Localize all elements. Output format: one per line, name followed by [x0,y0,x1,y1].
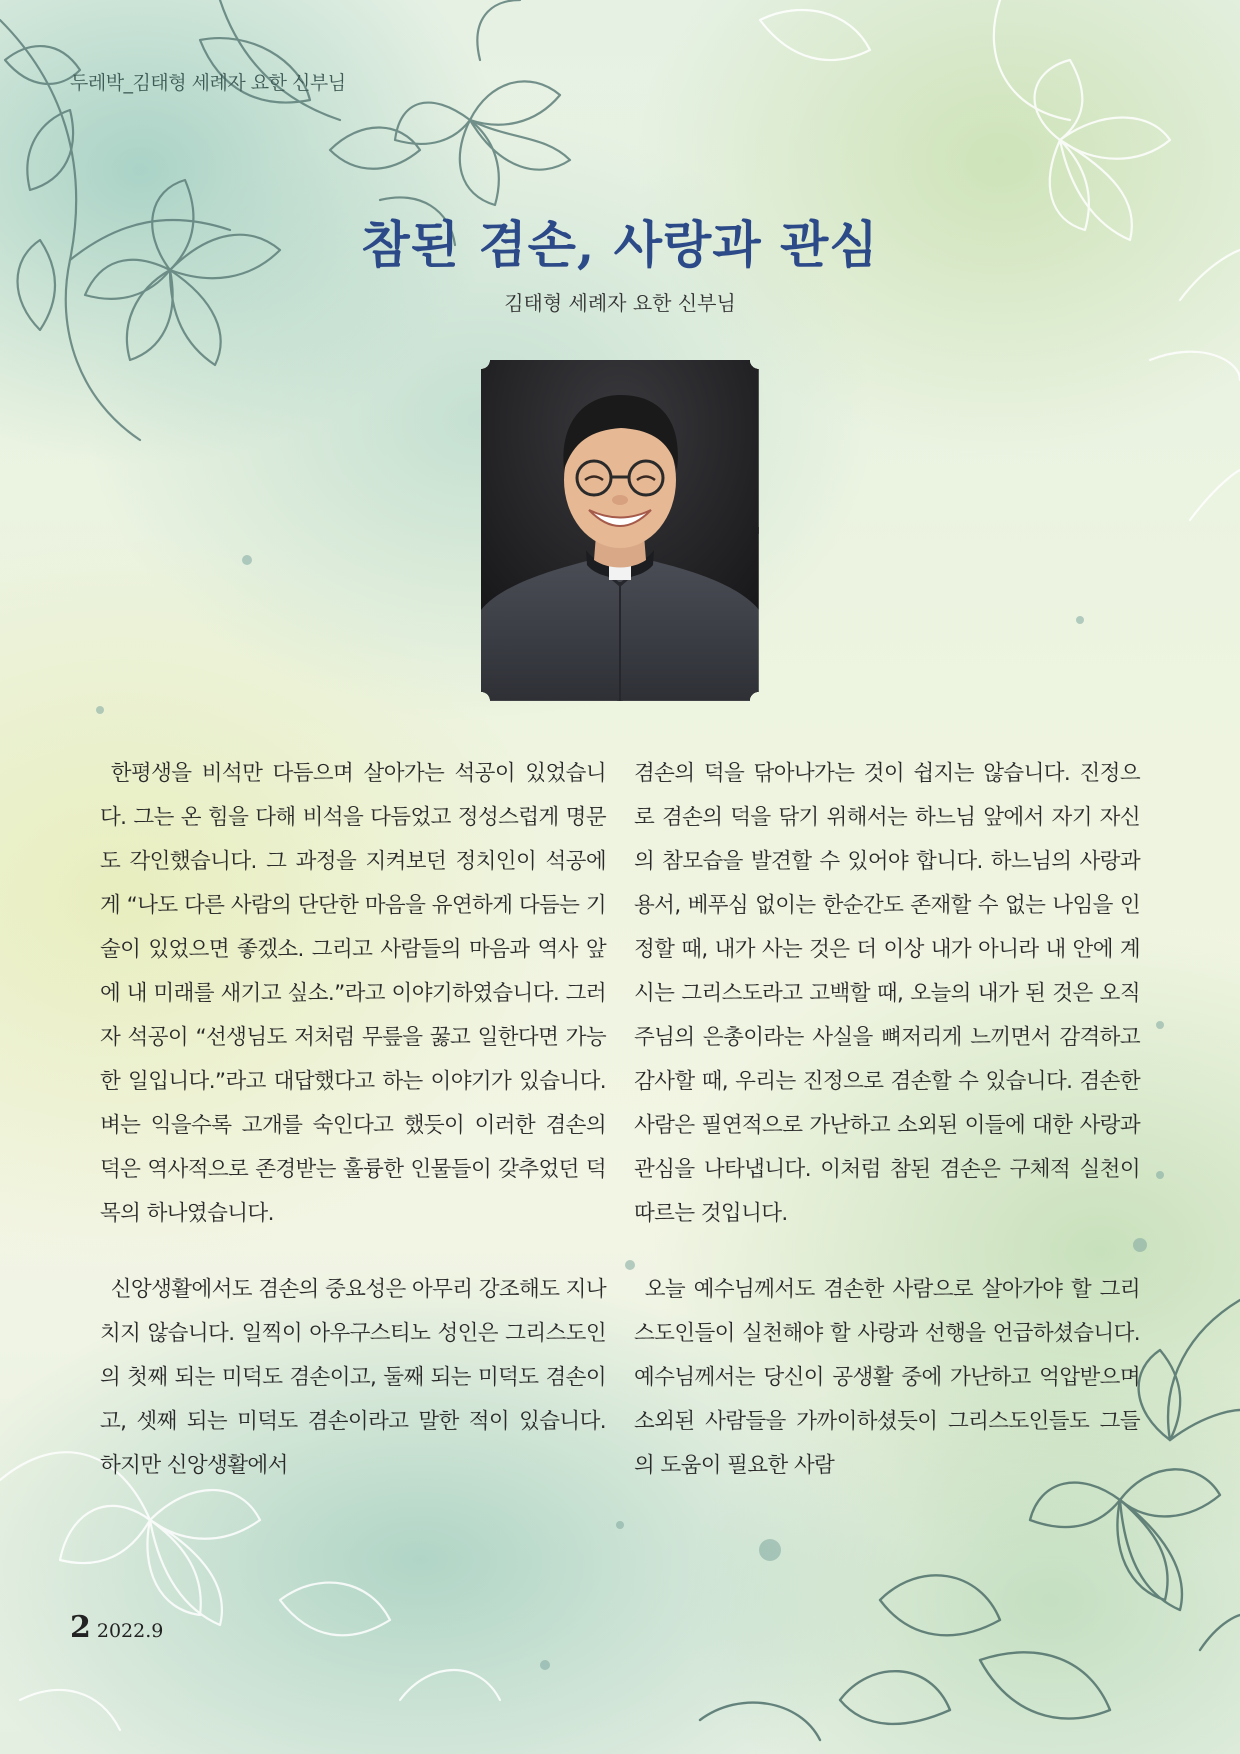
paragraph: 한평생을 비석만 다듬으며 살아가는 석공이 있었습니다. 그는 온 힘을 다해 비석을 다듬었고 정성스럽게 명문도 각인했습니다. 그 과정을 지켜보던 정치인이 석공에게 “나도 다른 사람의 단단한 마음을 유연하게 다듬는 기술이 있었으면 좋겠소. 그리고 사람들의 마음과 역사 앞에 내 미래를 새기고 싶소.”라고 이야기하였습니다. 그러자 석공이 “선생님도 저처럼 무릎을 꿇고 일한다면 가능한 일입니다.”라고 대답했다고 하는 이야기가 있습니다. 벼는 익을수록 고개를 숙인다고 했듯이 이러한 겸손의 덕은 역사적으로 존경받는 훌륭한 인물들이 갖추었던 덕목의 하나였습니다. [100,761,606,1226]
article-body-right-column [634,752,1140,1488]
article-author: 김태형 세례자 요한 신부님 [504,291,736,315]
running-header: 두레박_김태형 세례자 요한 신부님 [70,72,346,94]
article-body-left-column [100,752,606,1488]
portrait-illustration [481,360,759,701]
issue-date: 2022.9 [96,1620,164,1642]
paragraph: 신앙생활에서도 겸손의 중요성은 아무리 강조해도 지나치지 않습니다. 일찍이 아우구스티노 성인은 그리스도인의 첫째 되는 미덕도 겸손이고, 둘째 되는 미덕도 겸손이고, 셋째 되는 미덕도 겸손이라고 말한 적이 있습니다. 하지만 신앙생활에서 [100,1277,606,1478]
page-number: 2 [70,1610,91,1645]
paragraph: 오늘 예수님께서도 겸손한 사람으로 살아가야 할 그리스도인들이 실천해야 할 사랑과 선행을 언급하셨습니다. 예수님께서는 당신이 공생활 중에 가난하고 억압받으며 소외된 사람들을 가까이하셨듯이 그리스도인들도 그들의 도움이 필요한 사람 [634,1277,1140,1478]
paragraph: 겸손의 덕을 닦아나가는 것이 쉽지는 않습니다. 진정으로 겸손의 덕을 닦기 위해서는 하느님 앞에서 자기 자신의 참모습을 발견할 수 있어야 합니다. 하느님의 사랑과 용서, 베푸심 없이는 한순간도 존재할 수 없는 나임을 인정할 때, 내가 사는 것은 더 이상 내가 아니라 내 안에 계시는 그리스도라고 고백할 때, 오늘의 내가 된 것은 오직 주님의 은총이라는 사실을 뼈저리게 느끼면서 감격하고 감사할 때, 우리는 진정으로 겸손할 수 있습니다. 겸손한 사람은 필연적으로 가난하고 소외된 이들에 대한 사랑과 관심을 나타냅니다. 이처럼 참된 겸손은 구체적 실천이 따르는 것입니다. [634,761,1140,1226]
article-title: 참된 겸손, 사랑과 관심 [361,215,879,274]
page-footer [70,1610,163,1645]
author-portrait-photo [481,360,759,701]
